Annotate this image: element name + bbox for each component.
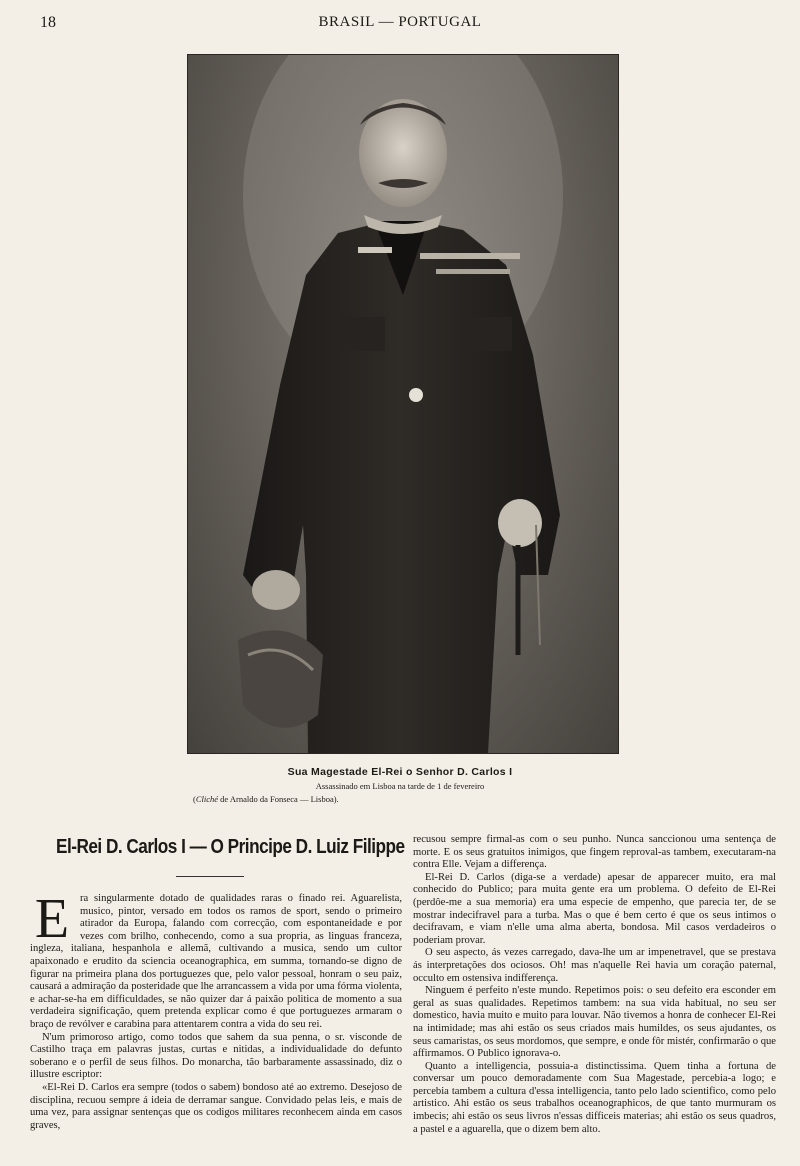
title-divider: [176, 876, 244, 877]
portrait-illustration: [188, 55, 618, 753]
figure-credit: [193, 794, 339, 804]
credit-word: Cliché: [195, 794, 219, 804]
paragraph: N'um primoroso artigo, como todos que sahem da sua penna, o sr. visconde de Castilho traça em palavras justas, curtas e nitidas, a individualidade do defunto soberano e o perfil de seus filhos. Do monarcha, tão barbaramente assassinado, diz o illustre escriptor:: [30, 1031, 402, 1081]
page-number: 18: [40, 14, 56, 31]
paragraph: El-Rei D. Carlos (diga-se a verdade) apesar de apparecer muito, era mal conhecido do Publico; para muita gente era um problema. O defeito de El-Rei (perdôe-me a sua memoria) era uma especie de empenho, que parecia ter, de se mostrar indecifravel para a turba. Mas o que é bem certo é que os seus intimos o decifravam, e viam n'elle uma alma aberta, bondosa. Mil casos verdadeiros o poderiam provar.: [413, 871, 776, 946]
figure-caption-subtitle: Assassinado em Lisboa na tarde de 1 de fevereiro: [315, 781, 485, 791]
portrait-photo: [187, 54, 619, 754]
paragraph: Ninguem é perfeito n'este mundo. Repetimos pois: o seu defeito era esconder em geral as suas qualidades. Repetimos tambem: na sua vida habitual, no seu ser domestico, havia muito e muito para louvar. Não tivemos a honra de conhecer El-Rei na intimidade; mas ahi estão os seus criados mais humildes, os seus ajudantes, os seus camaristas, os seus mordomos, que sempre, e onde fôr mistér, confirmarão o que affirmamos. O Publico ignorava-o.: [413, 985, 776, 1060]
paragraph: ra singularmente dotado de qualidades raras o finado rei. Aguarelista, musico, pintor, versado em todos os ramos de sport, sendo o primeiro atirador da Europa, falando com correcção, com espontaneidade e por vezes com brilho, conhecendo, como a sua propria, as linguas franceza, ingleza, italiana, hespanhola e allemã, cultivando a musica, sendo um cultor apaixonado e erudito da sciencia oceanographica, em summa, tornando-se digno de figurar na primeira plana dos portuguezes que, pelo valor pessoal, honram o seu paiz, causará a admiração da posteridade que lhe arrancassem a vida por uma fórma violenta, e achar-se-ha em difficuldades, se não quizer dar á paixão politica de momento a sua verdadeira significação, quem pretenda explicar como é que portuguezes armaram o braço de revólver e carabina para attentarem contra a vida do seu rei.: [30, 893, 402, 1030]
drop-cap: E: [34, 888, 70, 950]
article-title: El-Rei D. Carlos I — O Principe D. Luiz Filippe: [56, 836, 405, 858]
article-left-column: [30, 888, 402, 1132]
paragraph: O seu aspecto, ás vezes carregado, dava-lhe um ar impenetravel, que se prestava ás interpretações dos ociosos. Oh! mas n'aquelle Rei havia um coração paternal, occulto em ostensiva indifferença.: [413, 947, 776, 984]
paragraph: «El-Rei D. Carlos era sempre (todos o sabem) bondoso até ao extremo. Desejoso de disciplina, recuou sempre á ideia de derramar sangue. Convidado pelas leis, e mais de uma vez, para assignar sentenças que os codigos militares reconhecem ainda em casos graves,: [30, 1081, 402, 1131]
article-right-column: [413, 834, 776, 1136]
paragraph: Quanto a intelligencia, possuia-a distinctissima. Quem tinha a fortuna de conversar um pouco demoradamente com Sua Magestade, percebia-a logo; e percebia tambem a cultura d'essa intelligencia, tanto pelo lado scientifico, como pelo artistico. Ahi estão os seus trabalhos oceanographicos, de que tanto murmuram os imbecis; ahi estão os seus livros n'essas difficeis materias; ahi estão os seus quadros, a pastel e a aguarella, que o dizem bem alto.: [413, 1060, 776, 1135]
figure-caption-title: Sua Magestade El-Rei o Senhor D. Carlos I: [287, 766, 513, 778]
paragraph: recusou sempre firmal-as com o seu punho. Nunca sanccionou uma sentença de morte. E os seus gratuitos inimigos, que fingem reproval-as tambem, executaram-na contra Elle. Vejam a differença.: [413, 834, 776, 871]
running-title: BRASIL — PORTUGAL: [318, 14, 482, 30]
credit-rest: de Arnaldo da Fonseca — Lisboa).: [218, 794, 339, 804]
credit-prefix: (: [193, 794, 196, 804]
